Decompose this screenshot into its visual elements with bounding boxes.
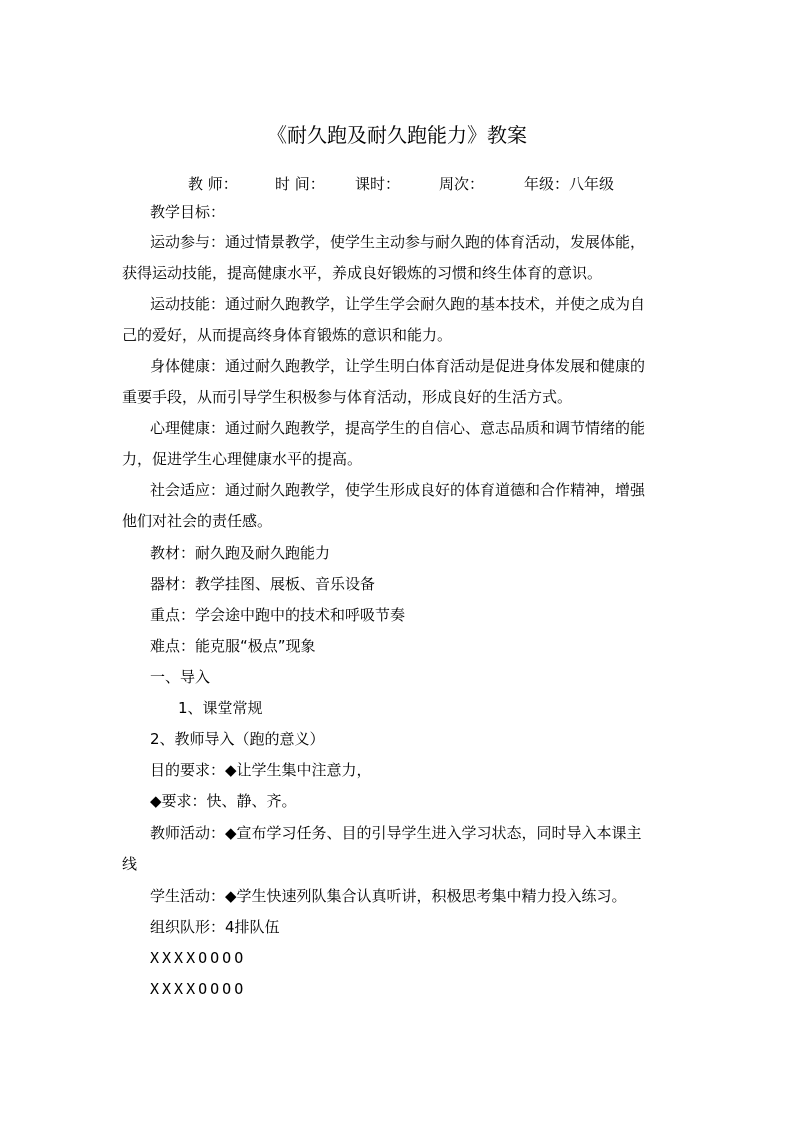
teacher-activity-line2: 线 xyxy=(122,855,138,873)
difficulty: 难点：能克服“极点”现象 xyxy=(150,637,316,655)
formation-title: 组织队形：4排队伍 xyxy=(150,918,280,936)
objective-label: 运动参与： xyxy=(150,233,226,251)
objective-text-line1: 通过耐久跑教学，让学生明白体育活动是促进身体发展和健康的 xyxy=(225,357,646,375)
objective-text-line2: 力，促进学生心理健康水平的提高。 xyxy=(122,450,363,468)
objective-text-line2: 他们对社会的责任感。 xyxy=(122,512,273,530)
meta-teacher: 教 师： xyxy=(188,175,238,193)
objective-text-line2: 己的爱好，从而提高终身体育锻炼的意识和能力。 xyxy=(122,326,453,344)
meta-week: 周次： xyxy=(439,175,485,193)
meta-lesson: 课时： xyxy=(355,175,401,193)
key-point: 重点：学会途中跑中的技术和呼吸节奏 xyxy=(150,606,406,624)
objective-participation xyxy=(122,227,682,289)
formation-row: XXXXOOOO xyxy=(150,980,247,998)
objective-text-line1: 通过耐久跑教学，提高学生的自信心、意志品质和调节情绪的能 xyxy=(225,419,646,437)
meta-grade: 年级：八年级 xyxy=(524,175,615,193)
objective-label: 社会适应： xyxy=(150,481,226,499)
objective-mental-health xyxy=(122,413,682,475)
teacher-activity xyxy=(122,818,682,880)
objective-skills xyxy=(122,289,682,351)
goal-requirement: 目的要求：◆让学生集中注意力， xyxy=(150,761,372,779)
objectives-heading: 教学目标： xyxy=(150,203,226,221)
teacher-activity-line1: 教师活动：◆宣布学习任务、目的引导学生进入学习状态，同时导入本课主 xyxy=(150,824,642,842)
document-title: 《耐久跑及耐久跑能力》教案 xyxy=(267,123,527,147)
objective-text-line1: 通过耐久跑教学，让学生学会耐久跑的基本技术，并使之成为自 xyxy=(225,295,646,313)
item-teacher-intro: 2、教师导入（跑的意义） xyxy=(150,730,325,748)
section-heading-intro: 一、导入 xyxy=(150,668,211,686)
student-activity: 学生活动：◆学生快速列队集合认真听讲，积极思考集中精力投入练习。 xyxy=(150,887,627,905)
objective-social-adaptation xyxy=(122,475,682,537)
objective-label: 身体健康： xyxy=(150,357,226,375)
lesson-meta-row xyxy=(0,172,794,196)
formation-row: XXXXOOOO xyxy=(150,949,247,967)
objective-text-line2: 获得运动技能，提高健康水平，养成良好锻炼的习惯和终生体育的意识。 xyxy=(122,264,603,282)
equipment: 器材：教学挂图、展板、音乐设备 xyxy=(150,575,376,593)
objective-text-line1: 通过情景教学，使学生主动参与耐久跑的体育活动，发展体能， xyxy=(225,233,646,251)
objective-text-line1: 通过耐久跑教学，使学生形成良好的体育道德和合作精神，增强 xyxy=(225,481,646,499)
objective-label: 运动技能： xyxy=(150,295,226,313)
teaching-material: 教材：耐久跑及耐久跑能力 xyxy=(150,544,331,562)
item-class-routine: 1、课堂常规 xyxy=(178,699,263,717)
objective-text-line2: 重要手段，从而引导学生积极参与体育活动，形成良好的生活方式。 xyxy=(122,388,573,406)
meta-time: 时 间： xyxy=(275,175,325,193)
objective-physical-health xyxy=(122,351,682,413)
requirement: ◆要求：快、静、齐。 xyxy=(150,792,297,810)
objective-label: 心理健康： xyxy=(150,419,226,437)
